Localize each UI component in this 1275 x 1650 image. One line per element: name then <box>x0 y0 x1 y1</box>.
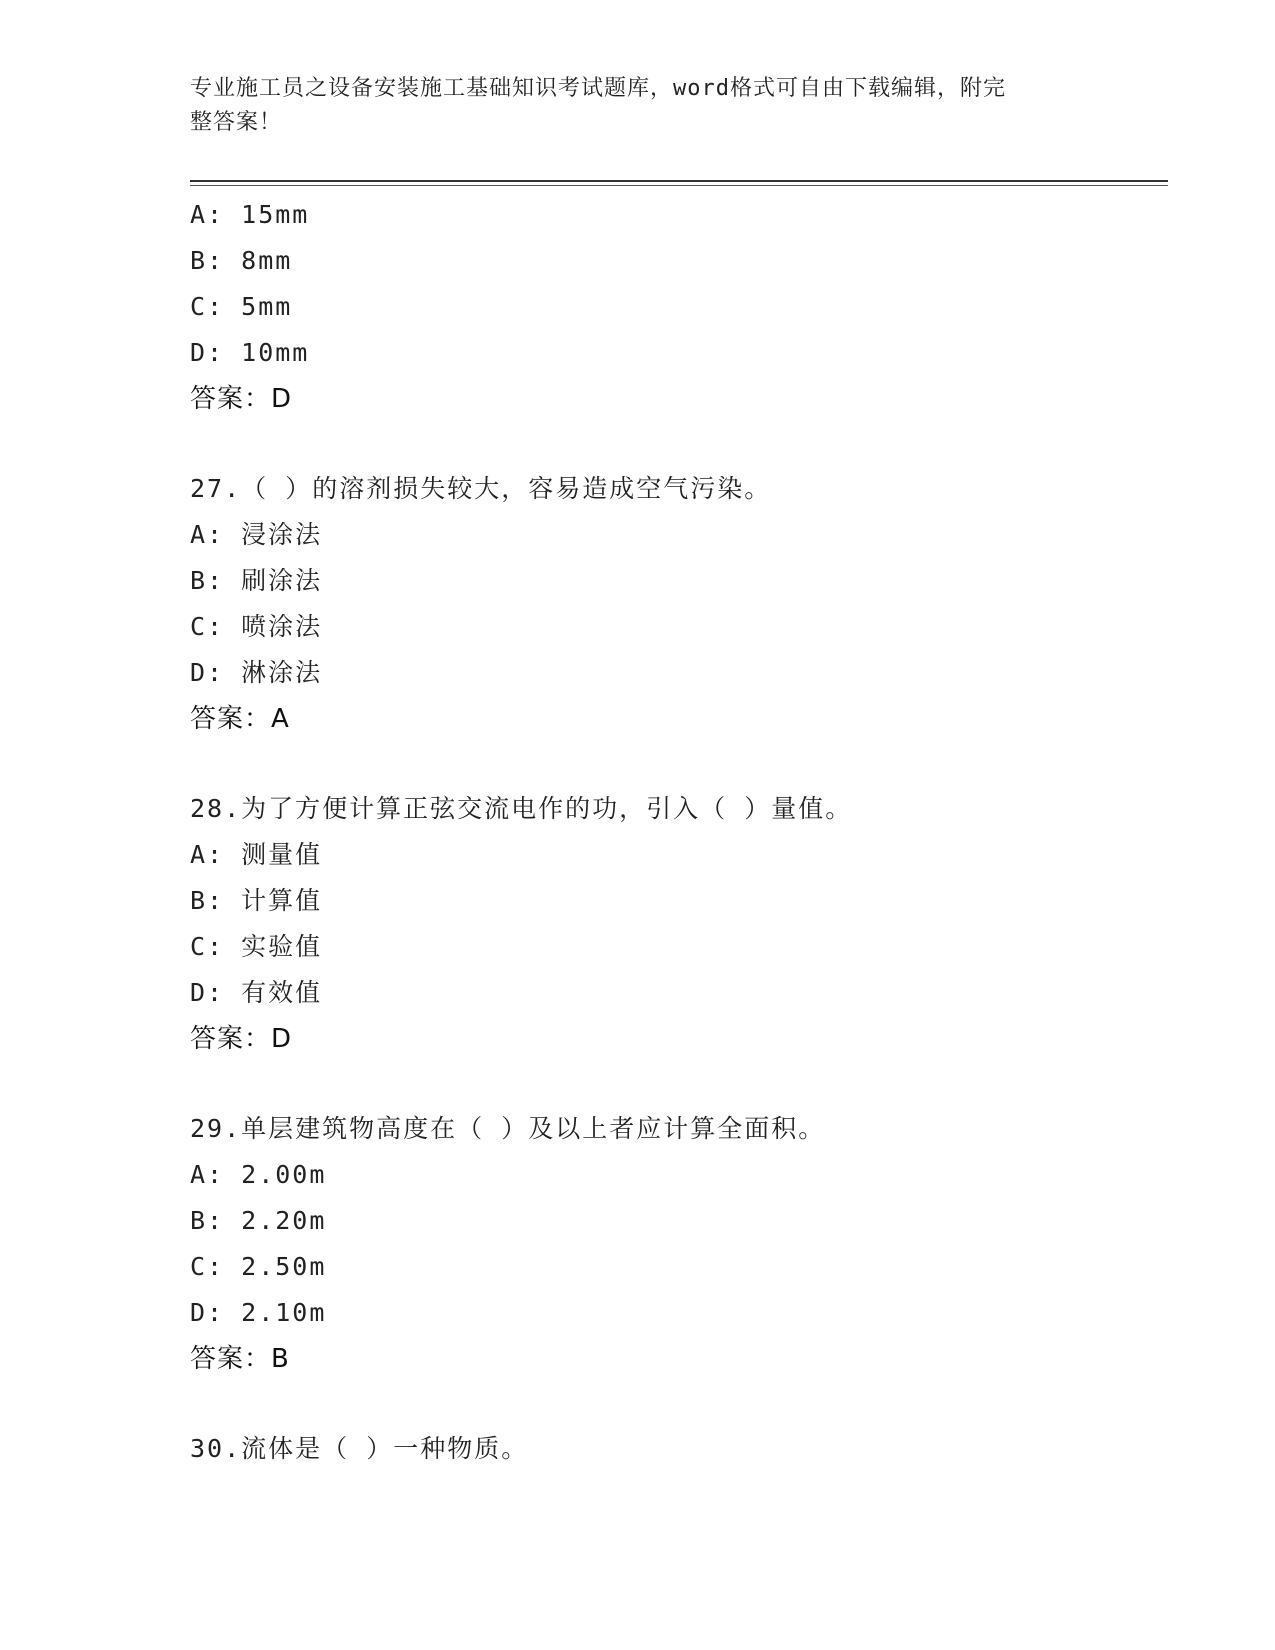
option-b: B: 计算值 <box>190 886 323 915</box>
option-d: D: 2.10m <box>190 1298 327 1327</box>
answer-line: 答案：B <box>190 1344 290 1374</box>
question-29 <box>190 1106 1170 1382</box>
option-b: B: 8mm <box>190 246 293 275</box>
option-d: D: 有效值 <box>190 978 323 1007</box>
header-title-line-2: 整答案！ <box>190 110 283 135</box>
question-27 <box>190 466 1170 742</box>
question-stem: 27.（ ）的溶剂损失较大，容易造成空气污染。 <box>190 474 772 503</box>
option-c: C: 实验值 <box>190 932 323 961</box>
answer-line: 答案：A <box>190 704 290 734</box>
question-stem: 30.流体是（ ）一种物质。 <box>190 1434 529 1463</box>
option-a: A: 测量值 <box>190 840 323 869</box>
header-title-line-1: 专业施工员之设备安装施工基础知识考试题库，word格式可自由下载编辑，附完 <box>190 76 1006 101</box>
answer-line: 答案：D <box>190 384 293 414</box>
question-28 <box>190 786 1170 1062</box>
option-b: B: 2.20m <box>190 1206 327 1235</box>
option-b: B: 刷涂法 <box>190 566 323 595</box>
question-stem: 28.为了方便计算正弦交流电作的功，引入（ ）量值。 <box>190 794 853 823</box>
header-divider-thick <box>190 180 1168 182</box>
question-stem: 29.单层建筑物高度在（ ）及以上者应计算全面积。 <box>190 1114 826 1143</box>
question-30 <box>190 1426 1170 1472</box>
document-header <box>190 72 1090 140</box>
option-c: C: 2.50m <box>190 1252 327 1281</box>
header-divider-thin <box>190 185 1168 186</box>
option-d: D: 淋涂法 <box>190 658 323 687</box>
option-a: A: 浸涂法 <box>190 520 323 549</box>
question-list <box>190 192 1170 1472</box>
option-a: A: 15mm <box>190 200 310 229</box>
question-26 <box>190 192 1170 422</box>
answer-line: 答案：D <box>190 1024 293 1054</box>
option-c: C: 喷涂法 <box>190 612 323 641</box>
option-d: D: 10mm <box>190 338 310 367</box>
option-c: C: 5mm <box>190 292 293 321</box>
option-a: A: 2.00m <box>190 1160 327 1189</box>
